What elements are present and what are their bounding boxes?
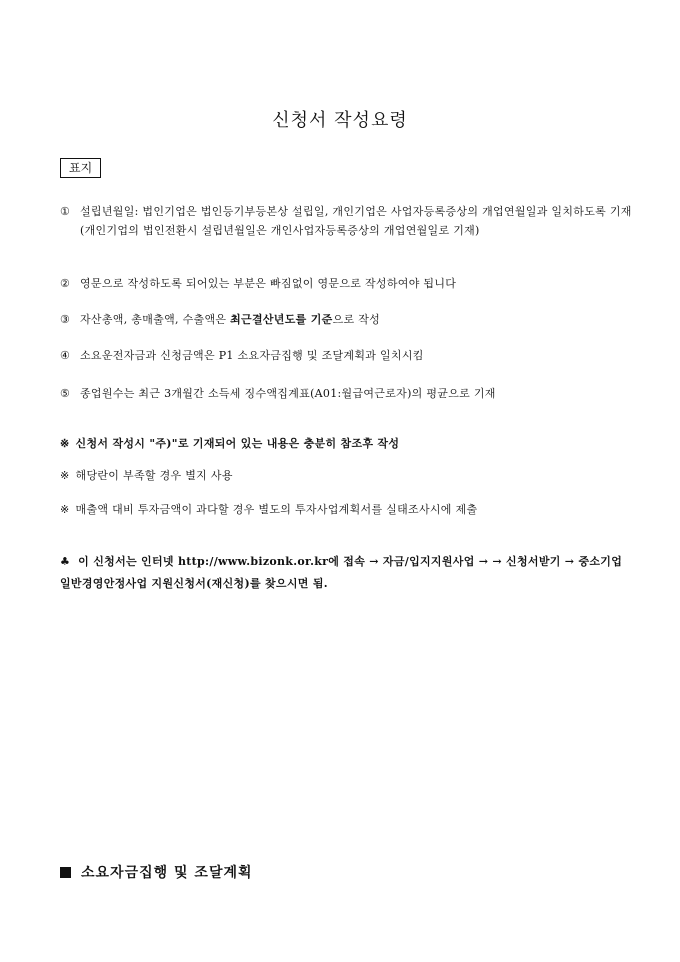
item-number: ①	[60, 205, 71, 218]
item-number: ④	[60, 349, 71, 362]
website-note-text: 이 신청서는 인터넷 http://www.bizonk.or.kr에 접속 → 자금/입지지원사업 → → 신청서받기 → 중소기업 일반경영안정사업 지원신청서(재신청)를 찾으시면 됨.	[60, 555, 623, 590]
note-item	[60, 500, 632, 519]
item-text-pre: 자산총액, 총매출액, 수출액은	[80, 313, 231, 326]
note-text: 매출액 대비 투자금액이 과다할 경우 별도의 투자사업계획서를 실태조사시에 제출	[75, 503, 478, 516]
reference-mark-icon: ※	[60, 503, 70, 516]
section-heading	[60, 862, 253, 882]
note-item	[60, 466, 632, 485]
cover-tag: 표지	[60, 158, 101, 178]
list-item	[60, 274, 632, 293]
square-bullet-icon	[60, 867, 71, 878]
item-text: 설립년월일: 법인기업은 법인등기부등본상 설립일, 개인기업은 사업자등록증상의 개업연월일과 일치하도록 기재(개인기업의 법인전환시 설립년월일은 개인사업자등록증상의 개업연월일로 기재)	[80, 205, 632, 237]
reference-mark-icon: ※	[60, 437, 70, 450]
reference-mark-icon: ※	[60, 469, 70, 482]
list-item	[60, 346, 632, 365]
item-number: ②	[60, 277, 71, 290]
item-text	[60, 310, 632, 329]
item-text: 영문으로 작성하도록 되어있는 부분은 빠짐없이 영문으로 작성하여야 됩니다	[80, 277, 457, 290]
item-text: 소요운전자금과 신청금액은 P1 소요자금집행 및 조달계획과 일치시킴	[80, 349, 424, 362]
page-title: 신청서 작성요령	[272, 110, 408, 131]
item-number: ③	[60, 313, 71, 326]
club-icon: ♣	[60, 555, 71, 568]
note-item	[60, 434, 632, 453]
note-text: 신청서 작성시 "주)"로 기재되어 있는 내용은 충분히 참조후 작성	[75, 437, 400, 450]
list-item	[60, 202, 632, 240]
item-number: ⑤	[60, 387, 71, 400]
item-text: 종업원수는 최근 3개월간 소득세 징수액집계표(A01:월급여근로자)의 평균으로 기재	[80, 387, 496, 400]
website-note	[60, 551, 632, 595]
list-item	[60, 310, 632, 329]
note-text: 해당란이 부족할 경우 별지 사용	[75, 469, 233, 482]
list-item	[60, 384, 632, 403]
section-title: 소요자금집행 및 조달계획	[81, 865, 253, 881]
item-text-bold: 최근결산년도를 기준	[230, 313, 333, 326]
item-text-post: 으로 작성	[332, 313, 381, 326]
